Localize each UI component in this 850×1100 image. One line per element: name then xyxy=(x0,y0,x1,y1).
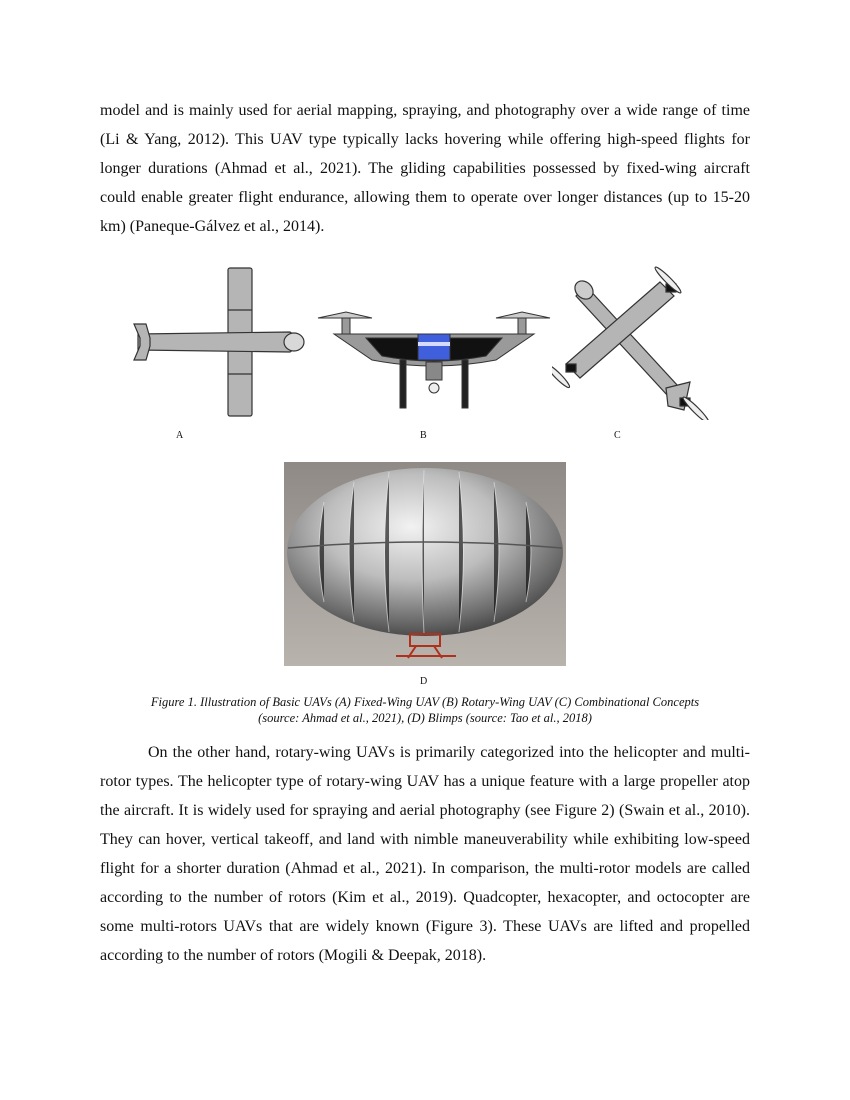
body-paragraph-1: model and is mainly used for aerial mapping, spraying, and photography over a wide range of time (Li & Yang, 2012). This UAV type typically lacks hovering while offering high-speed flights for longer durations (Ahmad et al., 2021). The gliding capabilities possessed by fixed-wing aircraft could enable greater flight endurance, allowing them to operate over longer distances (up to 15-20 km) (Paneque-Gálvez et al., 2014). xyxy=(100,102,750,235)
fixed-wing-uav-illustration xyxy=(120,262,310,422)
caption-line-1: Figure 1. Illustration of Basic UAVs (A) Fixed-Wing UAV (B) Rotary-Wing UAV (C) Combinational Concepts xyxy=(150,695,700,709)
rotary-wing-uav-illustration xyxy=(316,308,552,412)
body-paragraph-2: On the other hand, rotary-wing UAVs is primarily categorized into the helicopter and multi-rotor types. The helicopter type of rotary-wing UAV has a unique feature with a large propeller atop the aircraft. It is widely used for spraying and aerial photography (see Figure 2) (Swain et al., 2010). They can hover, vertical takeoff, and land with nimble maneuverability while exhibiting low-speed flight for a shorter duration (Ahmad et al., 2021). In comparison, the multi-rotor models are called according to the number of rotors (Kim et al., 2019). Quadcopter, hexacopter, and octocopter are some multi-rotors UAVs that are widely known (Figure 3). These UAVs are lifted and propelled according to the number of rotors (Mogili & Deepak, 2018). xyxy=(100,744,750,964)
figure-label-d: D xyxy=(420,676,428,687)
figure-label-b: B xyxy=(420,430,427,441)
blimp-photo xyxy=(284,462,566,666)
figure-caption xyxy=(90,694,760,726)
figure-label-c: C xyxy=(614,430,621,441)
figure-label-a: A xyxy=(176,430,184,441)
combinational-uav-illustration xyxy=(552,264,716,420)
caption-line-2: (source: Ahmad et al., 2021), (D) Blimps (source: Tao et al., 2018) xyxy=(258,711,592,725)
